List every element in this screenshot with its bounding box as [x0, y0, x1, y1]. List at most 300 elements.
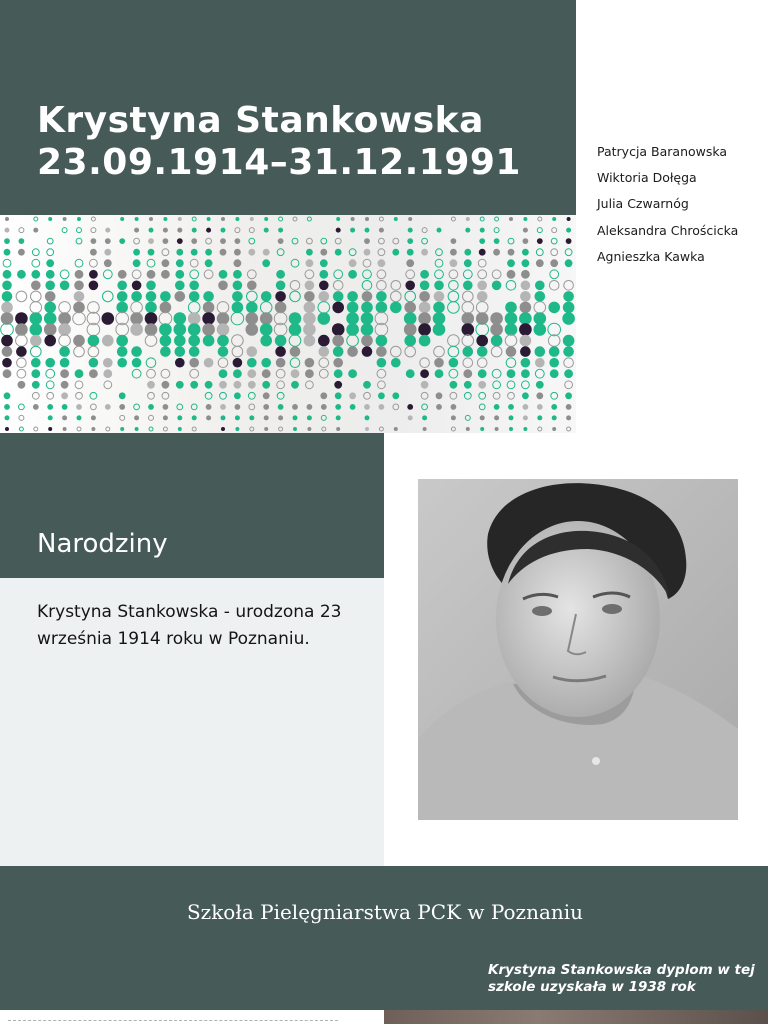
pattern-dot — [31, 281, 41, 291]
pattern-dot — [148, 404, 154, 410]
pattern-dot — [202, 312, 215, 325]
pattern-dot — [90, 249, 97, 256]
pattern-dot — [147, 369, 156, 378]
pattern-dot — [1, 335, 13, 347]
pattern-dot — [260, 335, 272, 347]
pattern-dot — [537, 404, 543, 410]
pattern-dot — [219, 381, 227, 389]
pattern-dot — [205, 381, 213, 389]
pattern-dot — [392, 392, 399, 399]
pattern-dot — [133, 259, 141, 267]
pattern-dot — [105, 404, 111, 410]
pattern-dot — [419, 291, 430, 302]
pattern-dot — [404, 302, 416, 314]
pattern-dot — [563, 346, 574, 357]
pattern-dot — [307, 415, 312, 420]
pattern-dot — [379, 404, 385, 410]
pattern-dot — [535, 281, 545, 291]
pattern-dot — [131, 302, 143, 314]
pattern-dot — [538, 217, 542, 221]
pattern-dot — [319, 270, 328, 279]
pattern-dot — [19, 427, 23, 431]
pattern-dot — [493, 249, 500, 256]
pattern-dot — [2, 346, 13, 357]
pattern-dot — [407, 238, 413, 244]
pattern-dot — [17, 358, 27, 368]
pattern-dot — [349, 249, 356, 256]
pattern-dot — [289, 335, 301, 347]
pattern-dot — [247, 358, 257, 368]
pattern-dot — [376, 291, 387, 302]
pattern-dot — [477, 281, 487, 291]
pattern-dot — [419, 335, 431, 347]
pattern-dot — [290, 346, 301, 357]
pattern-dot — [290, 358, 300, 368]
pattern-dot — [161, 369, 170, 378]
pattern-dot — [550, 270, 559, 279]
pattern-dot — [233, 281, 243, 291]
pattern-dot — [435, 270, 444, 279]
pattern-dot — [361, 302, 373, 314]
pattern-dot — [5, 415, 10, 420]
pattern-dot — [291, 381, 299, 389]
pattern-dot — [30, 335, 42, 347]
pattern-dot — [19, 238, 25, 244]
pattern-dot — [33, 404, 39, 410]
pattern-dot — [260, 312, 273, 325]
pattern-dot — [333, 291, 344, 302]
pattern-dot — [44, 335, 56, 347]
pattern-dot — [220, 404, 226, 410]
pattern-dot — [462, 323, 475, 336]
pattern-dot — [277, 392, 284, 399]
pattern-dot — [278, 238, 284, 244]
pattern-dot — [319, 369, 328, 378]
pattern-dot — [89, 369, 98, 378]
pattern-dot — [190, 259, 198, 267]
pattern-dot — [377, 270, 386, 279]
pattern-dot — [507, 369, 516, 378]
pattern-dot — [3, 259, 11, 267]
pattern-dot — [347, 291, 358, 302]
pattern-dot — [365, 228, 370, 233]
pattern-dot — [365, 415, 370, 420]
pattern-dot — [278, 404, 284, 410]
pattern-dot — [32, 259, 40, 267]
pattern-dot — [293, 415, 298, 420]
pattern-dot — [162, 249, 169, 256]
pattern-dot — [361, 312, 374, 325]
pattern-dot — [5, 427, 9, 431]
pattern-dot — [264, 427, 268, 431]
pattern-dot — [407, 249, 414, 256]
pattern-dot — [1, 323, 14, 336]
pattern-dot — [60, 369, 69, 378]
pattern-dot — [364, 404, 370, 410]
pattern-dot — [491, 346, 502, 357]
pattern-dot — [103, 358, 113, 368]
pattern-dot — [132, 358, 142, 368]
pattern-dot — [278, 228, 283, 233]
pattern-dot — [318, 302, 330, 314]
pattern-dot — [422, 228, 427, 233]
pattern-dot — [495, 427, 499, 431]
pattern-dot — [32, 381, 40, 389]
pattern-dot — [147, 381, 155, 389]
pattern-dot — [247, 281, 257, 291]
pattern-dot — [520, 291, 531, 302]
pattern-dot — [149, 228, 154, 233]
pattern-dot — [420, 281, 430, 291]
pattern-dot — [246, 312, 259, 325]
pattern-dot — [291, 369, 300, 378]
pattern-dot — [306, 381, 314, 389]
pattern-dot — [404, 312, 417, 325]
pattern-dot — [232, 291, 243, 302]
pattern-dot — [433, 323, 446, 336]
pattern-dot — [73, 335, 85, 347]
pattern-dot — [464, 259, 472, 267]
pattern-dot — [463, 291, 474, 302]
pattern-dot — [523, 404, 529, 410]
pattern-dot — [523, 427, 527, 431]
pattern-dot — [564, 281, 574, 291]
pattern-dot — [2, 358, 12, 368]
pattern-dot — [349, 392, 356, 399]
pattern-dot — [462, 302, 474, 314]
pattern-dot — [205, 259, 213, 267]
pattern-dot — [363, 381, 371, 389]
pattern-dot — [506, 358, 516, 368]
pattern-dot — [335, 238, 341, 244]
pattern-dot — [162, 381, 170, 389]
pattern-dot — [220, 249, 227, 256]
pattern-dot — [523, 238, 529, 244]
pattern-dot — [276, 281, 286, 291]
pattern-dot — [434, 358, 444, 368]
pattern-dot — [508, 392, 515, 399]
pattern-dot — [234, 392, 241, 399]
pattern-dot — [563, 335, 575, 347]
pattern-dot — [565, 259, 573, 267]
pattern-dot — [476, 335, 488, 347]
pattern-dot — [191, 249, 198, 256]
pattern-dot — [307, 238, 313, 244]
pattern-dot — [191, 238, 197, 244]
pattern-dot — [451, 404, 457, 410]
pattern-dot — [263, 404, 269, 410]
pattern-dot — [46, 259, 54, 267]
pattern-dot — [307, 404, 313, 410]
pattern-dot — [394, 217, 398, 221]
pattern-dot — [161, 270, 170, 279]
pattern-dot — [552, 228, 557, 233]
pattern-dot — [276, 270, 285, 279]
pattern-dot — [505, 312, 518, 325]
pattern-dot — [234, 249, 241, 256]
pattern-dot — [189, 346, 200, 357]
pattern-dot — [18, 381, 26, 389]
pattern-dot — [59, 346, 70, 357]
pattern-dot — [76, 238, 82, 244]
pattern-dot — [522, 392, 529, 399]
pattern-dot — [145, 335, 157, 347]
pattern-dot — [289, 312, 302, 325]
pattern-dot — [449, 358, 459, 368]
pattern-dot — [31, 358, 41, 368]
pattern-dot — [350, 404, 356, 410]
pattern-dot — [565, 392, 572, 399]
pattern-dot — [203, 302, 215, 314]
pattern-dot — [492, 281, 502, 291]
pattern-dot — [30, 323, 43, 336]
pattern-dot — [88, 335, 100, 347]
pattern-dot — [275, 335, 287, 347]
pattern-dot — [422, 415, 427, 420]
pattern-dot — [307, 217, 311, 221]
pattern-dot — [163, 228, 168, 233]
pattern-dot — [393, 238, 399, 244]
pattern-dot — [132, 369, 141, 378]
pattern-dot — [449, 270, 458, 279]
pattern-dot — [536, 392, 543, 399]
author-name: Patrycja Baranowska — [597, 144, 728, 159]
portrait-illustration — [418, 479, 738, 820]
pattern-dot — [159, 323, 172, 336]
pattern-dot — [379, 427, 383, 431]
pattern-dot — [318, 335, 330, 347]
pattern-dot — [491, 335, 503, 347]
pattern-dot — [206, 228, 211, 233]
pattern-dot — [2, 281, 12, 291]
pattern-dot — [62, 228, 67, 233]
pattern-dot — [362, 346, 373, 357]
pattern-dot — [232, 302, 244, 314]
pattern-dot — [521, 358, 531, 368]
pattern-dot — [377, 369, 386, 378]
pattern-dot — [233, 270, 242, 279]
pattern-dot — [191, 404, 197, 410]
pattern-dot — [551, 392, 558, 399]
pattern-dot — [364, 238, 370, 244]
pattern-dot — [303, 312, 316, 325]
pattern-dot — [523, 228, 528, 233]
pattern-dot — [508, 404, 514, 410]
pattern-dot — [34, 217, 38, 221]
pattern-dot — [462, 312, 475, 325]
pattern-dot — [217, 302, 229, 314]
pattern-dot — [146, 281, 156, 291]
pattern-dot — [550, 259, 558, 267]
pattern-dot — [218, 358, 228, 368]
pattern-dot — [130, 312, 143, 325]
pattern-dot — [479, 238, 485, 244]
pattern-dot — [279, 427, 283, 431]
pattern-dot — [261, 358, 271, 368]
pattern-dot — [434, 291, 445, 302]
pattern-dot — [406, 259, 414, 267]
pattern-dot — [62, 404, 68, 410]
pattern-dot — [235, 238, 241, 244]
pattern-dot — [202, 323, 215, 336]
pattern-dot — [463, 358, 473, 368]
pattern-dot — [494, 404, 500, 410]
pattern-dot — [378, 259, 386, 267]
pattern-dot — [422, 404, 428, 410]
pattern-dot — [277, 249, 284, 256]
pattern-dot — [391, 291, 402, 302]
pattern-dot — [18, 249, 25, 256]
pattern-dot — [63, 217, 67, 221]
pattern-dot — [335, 392, 342, 399]
pattern-dot — [177, 228, 182, 233]
pattern-dot — [552, 217, 556, 221]
pattern-dot — [73, 302, 85, 314]
pattern-dot — [520, 335, 532, 347]
pattern-dot — [178, 217, 182, 221]
pattern-dot — [364, 249, 371, 256]
pattern-dot — [450, 381, 458, 389]
pattern-dot — [77, 427, 81, 431]
pattern-dot — [91, 404, 97, 410]
pattern-dot — [44, 312, 57, 325]
pattern-dot — [509, 217, 513, 221]
pattern-dot — [564, 358, 574, 368]
pattern-dot — [376, 302, 388, 314]
pattern-dot — [74, 281, 84, 291]
pattern-dot — [246, 302, 258, 314]
pattern-dot — [178, 427, 182, 431]
pattern-dot — [175, 291, 186, 302]
pattern-dot — [508, 249, 515, 256]
pattern-dot — [48, 217, 52, 221]
pattern-dot — [365, 217, 369, 221]
pattern-dot — [232, 346, 243, 357]
pattern-dot — [45, 291, 56, 302]
pattern-dot — [192, 217, 196, 221]
pattern-dot — [291, 259, 299, 267]
pattern-dot — [205, 249, 212, 256]
pattern-dot — [116, 302, 128, 314]
pattern-dot — [130, 323, 143, 336]
pattern-dot — [434, 346, 445, 357]
pattern-dot — [275, 346, 286, 357]
pattern-dot — [476, 323, 489, 336]
pattern-dot — [76, 392, 83, 399]
pattern-dot — [435, 369, 444, 378]
pattern-dot — [551, 404, 557, 410]
pattern-dot — [551, 249, 558, 256]
pattern-dot — [379, 228, 384, 233]
pattern-dot — [147, 270, 156, 279]
pattern-dot — [333, 281, 343, 291]
pattern-dot — [44, 302, 56, 314]
pattern-dot — [348, 270, 357, 279]
pattern-dot — [319, 346, 330, 357]
pattern-dot — [507, 270, 516, 279]
pattern-dot — [336, 427, 340, 431]
pattern-dot — [509, 415, 514, 420]
pattern-dot — [347, 346, 358, 357]
bottom-photo-fragment — [384, 1010, 768, 1024]
pattern-dot — [91, 427, 95, 431]
pattern-dot — [434, 281, 444, 291]
pattern-dot — [346, 312, 359, 325]
pattern-dot — [321, 238, 327, 244]
pattern-dot — [235, 217, 239, 221]
author-name: Julia Czwarnóg — [597, 196, 689, 212]
pattern-dot — [336, 415, 341, 420]
pattern-dot — [235, 415, 240, 420]
pattern-dot — [190, 369, 199, 378]
pattern-dot — [119, 392, 126, 399]
pattern-dot — [2, 291, 13, 302]
pattern-dot — [379, 238, 385, 244]
pattern-dot — [203, 335, 215, 347]
pattern-dot — [132, 270, 141, 279]
pattern-dot — [221, 228, 226, 233]
pattern-dot — [523, 217, 527, 221]
pattern-dot — [262, 369, 271, 378]
pattern-dot — [60, 281, 70, 291]
pattern-dot — [521, 281, 531, 291]
pattern-dot — [120, 415, 125, 420]
pattern-dot — [479, 392, 486, 399]
pattern-dot — [90, 259, 98, 267]
pattern-dot — [263, 249, 270, 256]
pattern-dot — [19, 415, 24, 420]
pattern-dot — [89, 281, 99, 291]
pattern-dot — [420, 358, 430, 368]
pattern-dot — [192, 427, 196, 431]
pattern-dot — [234, 259, 242, 267]
pattern-dot — [275, 291, 286, 302]
pattern-dot — [479, 249, 486, 256]
pattern-dot — [535, 291, 546, 302]
pattern-dot — [217, 335, 229, 347]
pattern-dot — [31, 346, 42, 357]
pattern-dot — [131, 291, 142, 302]
section-text: Krystyna Stankowska - urodzona 23 września 1914 roku w Poznaniu. — [37, 602, 342, 649]
pattern-dot — [347, 302, 359, 314]
pattern-dot — [361, 335, 373, 347]
pattern-dot — [31, 270, 40, 279]
pattern-dot — [535, 346, 546, 357]
pattern-dot — [536, 259, 544, 267]
pattern-dot — [232, 335, 244, 347]
pattern-dot — [77, 228, 82, 233]
pattern-dot — [276, 369, 285, 378]
pattern-dot — [90, 392, 97, 399]
pattern-dot — [221, 217, 225, 221]
pattern-dot — [304, 302, 316, 314]
pattern-dot — [221, 427, 225, 431]
pattern-dot — [188, 323, 201, 336]
pattern-dot — [480, 415, 485, 420]
pattern-dot — [134, 228, 139, 233]
pattern-dot — [250, 217, 254, 221]
pattern-dot — [335, 249, 342, 256]
pattern-dot — [351, 217, 355, 221]
pattern-dot — [521, 369, 530, 378]
pattern-dot — [103, 270, 112, 279]
pattern-dot — [290, 291, 301, 302]
pattern-dot — [207, 217, 211, 221]
pattern-dot — [263, 392, 270, 399]
pattern-dot — [221, 415, 226, 420]
pattern-dot — [493, 381, 501, 389]
pattern-dot — [566, 228, 571, 233]
